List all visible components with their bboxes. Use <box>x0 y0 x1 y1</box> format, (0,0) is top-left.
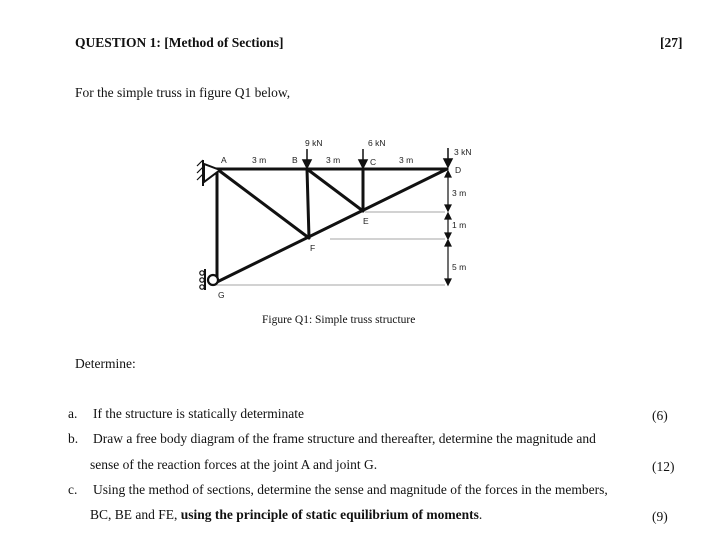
item-b-marks: (12) <box>652 459 675 474</box>
joint-label-c: C <box>370 157 377 167</box>
height-label-fg: 5 m <box>452 262 467 272</box>
height-dimension-arrows <box>445 171 451 285</box>
item-c-period: . <box>478 507 483 522</box>
item-a-letter: a. <box>68 406 78 421</box>
member-be <box>307 169 363 211</box>
item-a-text: If the structure is statically determinate <box>93 406 305 421</box>
item-c-letter: c. <box>68 482 78 497</box>
figure-caption: Figure Q1: Simple truss structure <box>262 314 416 326</box>
joint-label-f: F <box>310 243 316 253</box>
item-a-marks: (6) <box>652 408 668 423</box>
item-b-text-line2: sense of the reaction forces at the joint A and joint G. <box>90 457 378 472</box>
item-c-marks: (9) <box>652 509 668 524</box>
load-label-b: 9 kN <box>305 138 323 148</box>
span-label-ab: 3 m <box>252 155 267 165</box>
joint-label-d: D <box>455 165 462 175</box>
member-af <box>217 169 309 238</box>
total-marks: [27] <box>660 35 683 50</box>
dimension-guides <box>215 212 445 285</box>
item-b-text-line1: Draw a free body diagram of the frame structure and thereafter, determine the magnitude and <box>93 431 596 446</box>
item-b-letter: b. <box>68 431 79 446</box>
span-label-bc: 3 m <box>326 155 341 165</box>
load-label-c: 6 kN <box>368 138 386 148</box>
height-label-de: 3 m <box>452 188 467 198</box>
question-title: QUESTION 1: [Method of Sections] <box>75 35 284 50</box>
truss-members <box>217 169 447 282</box>
member-bf <box>307 169 309 238</box>
item-c-text-line1: Using the method of sections, determine the sense and magnitude of the forces in the members, <box>93 482 608 497</box>
item-c-text-line2 <box>90 507 482 523</box>
span-label-cd: 3 m <box>399 155 414 165</box>
item-c-members: BC, BE and FE, <box>90 507 181 522</box>
joint-label-e: E <box>363 216 369 226</box>
determine-heading: Determine: <box>75 356 136 371</box>
intro-text: For the simple truss in figure Q1 below, <box>75 85 291 100</box>
roller-support-g <box>200 269 218 290</box>
load-label-d: 3 kN <box>454 147 472 157</box>
item-c-emphasis: using the principle of static equilibrium of moments <box>180 507 479 522</box>
height-label-ef: 1 m <box>452 220 467 230</box>
joint-label-a: A <box>221 155 227 165</box>
joint-label-b: B <box>292 155 298 165</box>
joint-label-g: G <box>218 290 225 300</box>
